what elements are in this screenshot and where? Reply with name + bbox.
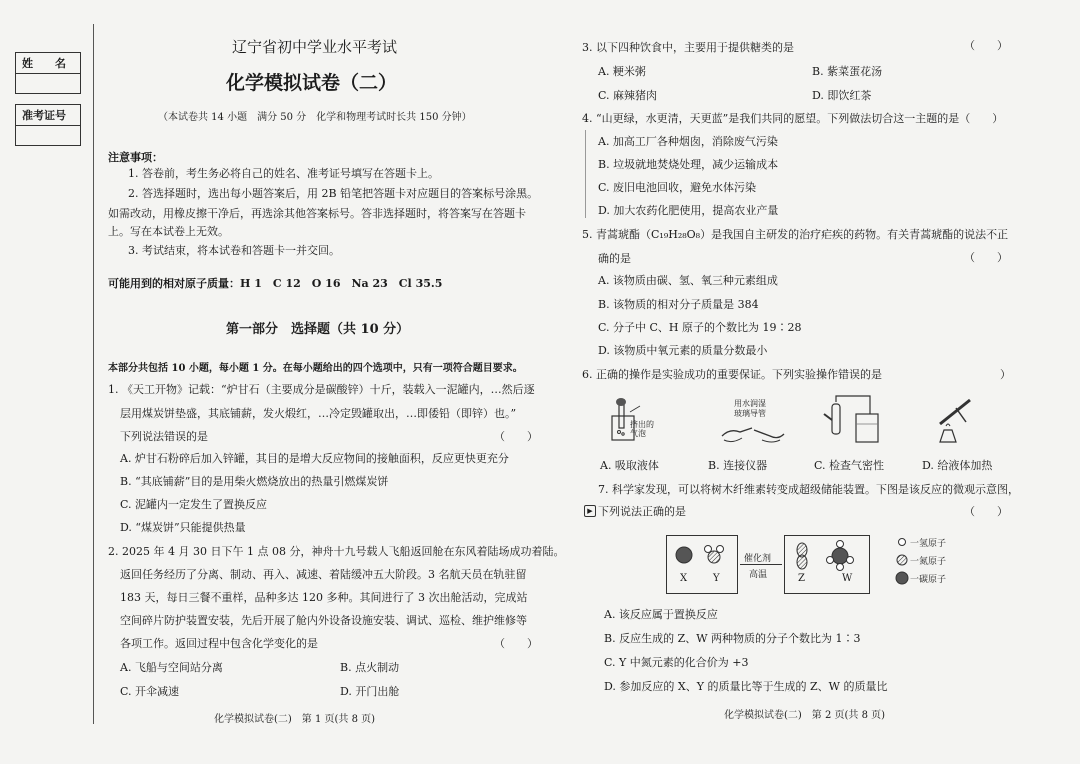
footer-left: 化学模拟试卷(二) 第 1 页(共 8 页)	[214, 714, 376, 725]
q3-option-c: C. 麻辣猪肉	[598, 89, 658, 102]
q6-line1: 6. 正确的操作是实验成功的重要保证。下列实验操作错误的是	[582, 368, 882, 381]
q5-option-a: A. 该物质由碳、氢、氧三种元素组成	[598, 274, 778, 287]
q7-label-w: W	[842, 573, 853, 584]
q1-paren: （ ）	[494, 430, 538, 443]
q4-option-b: B. 垃圾就地焚烧处理，减少运输成本	[598, 158, 779, 171]
q2-line3: 183 天，每日三餐不重样，品种多达 120 多种。其间进行了 3 次出舱活动，完成站	[120, 591, 528, 604]
q7-legend-c: 一碳原子	[910, 575, 947, 585]
note-1: 1. 答卷前，考生务必将自己的姓名、准考证号填写在答题卡上。	[128, 167, 439, 180]
q2-option-d: D. 开门出舱	[340, 685, 400, 698]
q7-reaction-arrow	[740, 564, 782, 565]
q6-figure-c	[818, 394, 882, 446]
q7-line2: 下列说法正确的是	[598, 505, 686, 518]
q7-line1: 7. 科学家发现，可以将树木纤维素转变成超级储能装置。下图是该反应的微观示意图，	[598, 483, 1019, 496]
q7-option-a: A. 该反应属于置换反应	[604, 608, 718, 621]
q6-figure-a-label: 挤出的气泡	[630, 420, 654, 438]
q7-label-y: Y	[713, 573, 720, 584]
q6-figure-b-label1: 用水润湿	[734, 399, 766, 408]
q7-legend-h: 一氢原子	[910, 539, 947, 549]
q5-option-d: D. 该物质中氧元素的质量分数最小	[598, 344, 768, 357]
notes-title: 注意事项：	[108, 151, 163, 164]
q1-option-a: A. 炉甘石粉碎后加入锌罐，其目的是增大反应物间的接触面积，反应更快更充分	[120, 452, 509, 465]
q4-option-a: A. 加高工厂各种烟囱，消除废气污染	[598, 135, 778, 148]
note-2a: 2. 答选择题时，选出每小题答案后，用 2B 铅笔把答题卡对应题目的答案标号涂黑。	[128, 187, 539, 200]
q5-option-b: B. 该物质的相对分子质量是 384	[598, 298, 759, 311]
binding-line	[93, 24, 94, 724]
q1-line1: 1. 《天工开物》记载：“炉甘石（主要成分是碳酸锌）十斤，装载入一泥罐内，…然后逐	[108, 383, 535, 396]
q6-option-c: C. 检查气密性	[814, 459, 885, 472]
q7-condition: 高温	[749, 570, 768, 580]
q7-paren: （ ）	[964, 505, 1008, 518]
exam-title: 辽宁省初中学业水平考试	[232, 38, 398, 56]
q7-legend-n: 一氮原子	[910, 557, 947, 567]
q4-margin-mark	[585, 130, 586, 218]
q2-option-a: A. 飞船与空间站分离	[120, 661, 223, 674]
q2-option-c: C. 开伞减速	[120, 685, 180, 698]
part1-title: 第一部分 选择题（共 10 分）	[226, 322, 410, 337]
q6-paren: ）	[1000, 368, 1011, 381]
paper-title: 化学模拟试卷（二）	[226, 72, 398, 94]
q2-line4: 空间碎片防护装置安装，先后开展了舱内外设备设施安装、调试、巡检、维护维修等	[120, 614, 527, 627]
id-box	[15, 104, 81, 146]
q5-option-c: C. 分子中 C、H 原子的个数比为 19∶28	[598, 321, 802, 334]
q1-option-c: C. 泥罐内一定发生了置换反应	[120, 498, 268, 511]
q3-option-d: D. 即饮红茶	[812, 89, 872, 102]
q7-label-z: Z	[798, 573, 805, 584]
q7-option-b: B. 反应生成的 Z、W 两种物质的分子个数比为 1∶3	[604, 632, 861, 645]
q2-option-b: B. 点火制动	[340, 661, 400, 674]
q5-line1: 5. 青蒿琥酯（C₁₉H₂₈O₈）是我国自主研发的治疗疟疾的药物。有关青蒿琥酯的说法不正	[582, 228, 1009, 241]
q7-play-icon: ▶	[584, 505, 596, 517]
footer-right: 化学模拟试卷(二) 第 2 页(共 8 页)	[724, 710, 886, 721]
q1-line3: 下列说法错误的是	[120, 430, 208, 443]
note-2c: 上。写在本试卷上无效。	[108, 225, 229, 238]
q7-legend-symbols	[894, 536, 910, 586]
q6-option-a: A. 吸取液体	[600, 459, 659, 472]
note-3: 3. 考试结束，将本试卷和答题卡一并交回。	[128, 244, 340, 257]
name-box	[15, 52, 81, 94]
atomic-mass: 可能用到的相对原子质量：H 1 C 12 O 16 Na 23 Cl 35.5	[108, 277, 443, 290]
q7-products	[788, 538, 866, 572]
q2-line5: 各项工作。返回过程中包含化学变化的是	[120, 637, 318, 650]
q6-figure-b-label2: 玻璃导管	[734, 409, 766, 418]
q1-option-b: B. “其底铺薪”目的是用柴火燃烧放出的热量引燃煤炭饼	[120, 475, 389, 488]
q3-paren: （ ）	[964, 39, 1008, 52]
q4-option-c: C. 废旧电池回收，避免水体污染	[598, 181, 757, 194]
q4-option-d: D. 加大农药化肥使用，提高农业产量	[598, 204, 779, 217]
q1-line2: 层用煤炭饼垫盛，其底铺薪，发火煅红，…冷定毁罐取出，…即倭铅（即锌）也。”	[120, 407, 517, 420]
q7-option-d: D. 参加反应的 X、Y 的质量比等于生成的 Z、W 的质量比	[604, 680, 888, 693]
q7-option-c: C. Y 中氮元素的化合价为 +3	[604, 656, 749, 669]
q3-option-a: A. 粳米粥	[598, 65, 646, 78]
q5-line2: 确的是	[598, 252, 631, 265]
note-2b: 如需改动，用橡皮擦干净后，再选涂其他答案标号。答非选择题时，将答案写在答题卡	[108, 207, 526, 220]
q6-figure-d	[930, 396, 980, 444]
q6-option-b: B. 连接仪器	[708, 459, 768, 472]
q2-line2: 返回任务经历了分离、制动、再入、减速、着陆缓冲五大阶段。3 名航天员在轨驻留	[120, 568, 527, 581]
q5-paren: （ ）	[964, 251, 1008, 264]
q7-catalyst: 催化剂	[744, 554, 772, 564]
q3-line1: 3. 以下四种饮食中，主要用于提供糖类的是	[582, 41, 794, 54]
q7-label-x: X	[680, 573, 688, 584]
q7-reactants	[670, 540, 734, 570]
q2-line1: 2. 2025 年 4 月 30 日下午 1 点 08 分，神舟十九号载人飞船返回舱在东风着陆场成功着陆。	[108, 545, 565, 558]
q4-line1: 4. “山更绿，水更清，天更蓝”是我们共同的愿望。下列做法切合这一主题的是（ ）	[582, 112, 1004, 125]
q6-figure-b	[718, 418, 788, 446]
name-label: 姓 名	[22, 57, 66, 70]
part1-desc: 本部分共包括 10 小题，每小题 1 分。在每小题给出的四个选项中，只有一项符合题目要求。	[108, 363, 523, 374]
q6-option-d: D. 给液体加热	[922, 459, 993, 472]
q3-option-b: B. 紫菜蛋花汤	[812, 65, 883, 78]
id-label: 准考证号	[22, 109, 66, 122]
paper-info: （本试卷共 14 小题 满分 50 分 化学和物理考试时长共 150 分钟）	[158, 112, 472, 123]
q2-paren: （ ）	[494, 637, 538, 650]
q1-option-d: D. “煤炭饼”只能提供热量	[120, 521, 246, 534]
